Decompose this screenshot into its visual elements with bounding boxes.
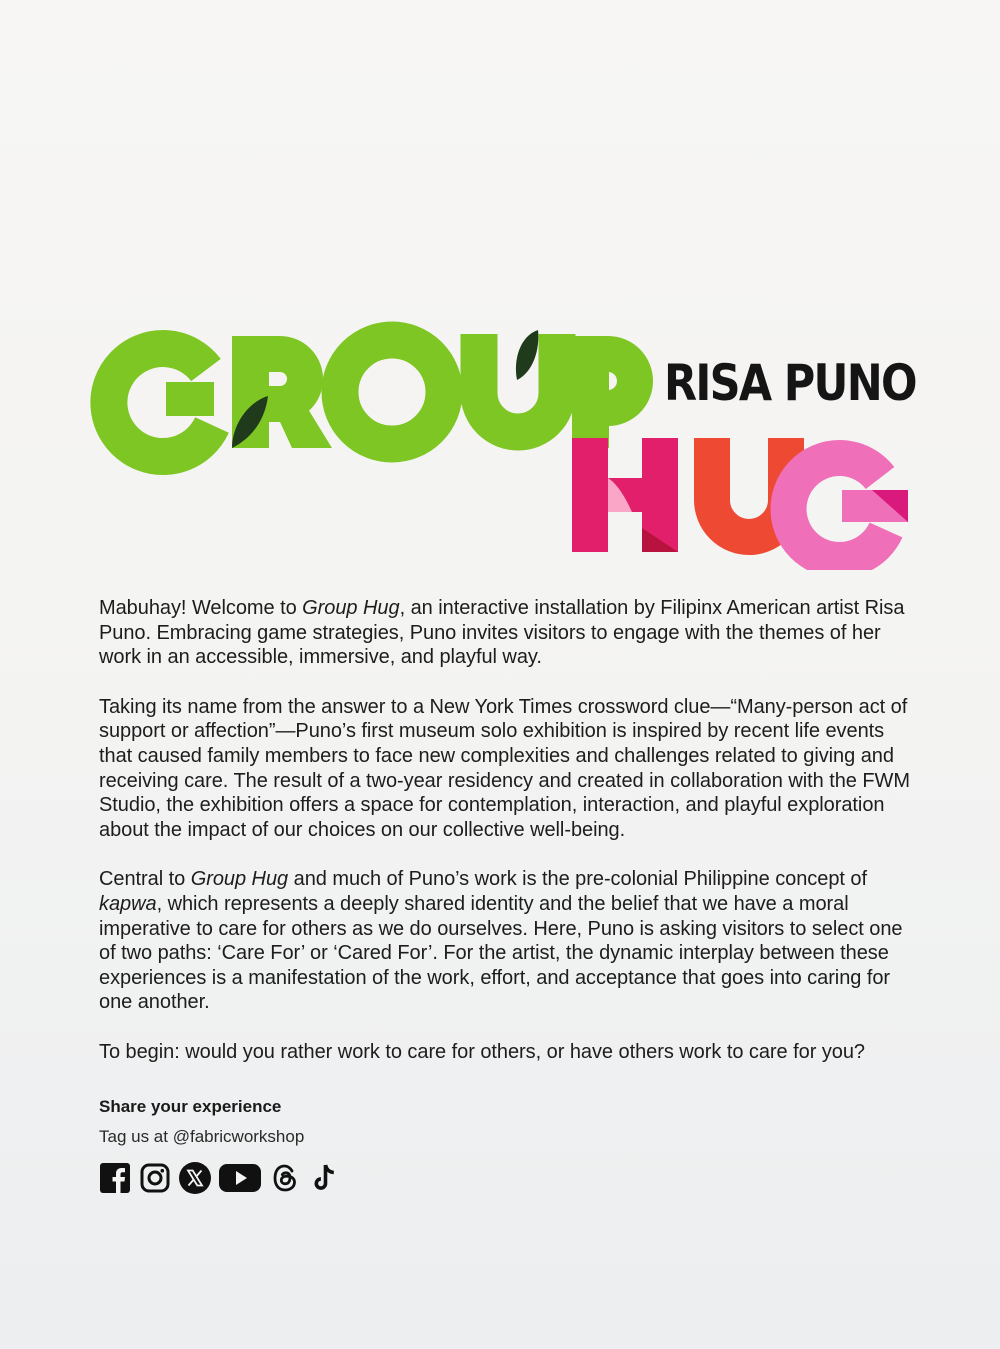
intro-text (99, 596, 919, 1090)
letter-g-group (109, 349, 214, 457)
p3-kapwa: kapwa (99, 892, 157, 915)
letter-o (340, 340, 444, 444)
paragraph-question: To begin: would you rather work to care for others, or have others work to care for you? (99, 1040, 865, 1063)
letter-h (572, 438, 678, 552)
share-title: Share your experience (99, 1097, 282, 1116)
group-hug-wordmark (0, 0, 1000, 570)
tiktok-icon (309, 1162, 341, 1194)
paragraph-name-origin: Taking its name from the answer to a New York Times crossword clue—“Many-person act of support or affection”—Puno’s first museum solo exhibition is inspired by recent life events that caused family members to face new complexities and challenges related to giving and receiving care. The result of a two-year residency and created in collaboration with the FWM Studio, the exhibition offers a space for contemplation, interaction, and playful exploration about the impact of our choices on our collective well-being. (99, 695, 910, 841)
x-icon (179, 1162, 211, 1194)
share-tag: Tag us at @fabricworkshop (99, 1127, 305, 1146)
p1-exhibition-title: Group Hug (302, 597, 400, 619)
instagram-icon (139, 1162, 171, 1194)
p3-text-b: and much of Puno’s work is the pre-colonial Philippine concept of (288, 868, 867, 891)
threads-icon (269, 1162, 301, 1194)
p3-text-a: Central to (99, 868, 191, 891)
youtube-icon (219, 1162, 261, 1194)
p3-text-c: , which represents a deeply shared identity and the belief that we have a moral imperative to care for others as we do ourselves. Here, Puno is asking visitors to select one of two paths: ‘Care For’ or ‘Cared For’. For the artist, the dynamic interplay between these experiences is a manifestation of the work, effort, and acceptance that goes into caring for one another. (99, 892, 903, 1014)
social-icons (99, 1162, 341, 1194)
letter-g-hug (789, 458, 908, 560)
p1-text-b: , an interactive installation by Filipinx American artist Risa Puno. Embracing game strategies, Puno invites visitors to engage with the themes of her work in an accessible, immersive, and playful way. (99, 597, 905, 669)
exhibition-logo (0, 0, 1000, 570)
letter-u-group (479, 330, 557, 432)
letter-r (232, 336, 332, 448)
artist-name: RISA PUNO (664, 354, 916, 412)
p3-exhibition-title: Group Hug (190, 868, 289, 891)
paragraph-kapwa (99, 867, 919, 1015)
paragraph-welcome (99, 596, 919, 670)
share-section (99, 1096, 341, 1194)
letter-p (572, 336, 635, 448)
facebook-icon (99, 1162, 131, 1194)
p1-text-a: Mabuhay! Welcome to (99, 597, 303, 619)
